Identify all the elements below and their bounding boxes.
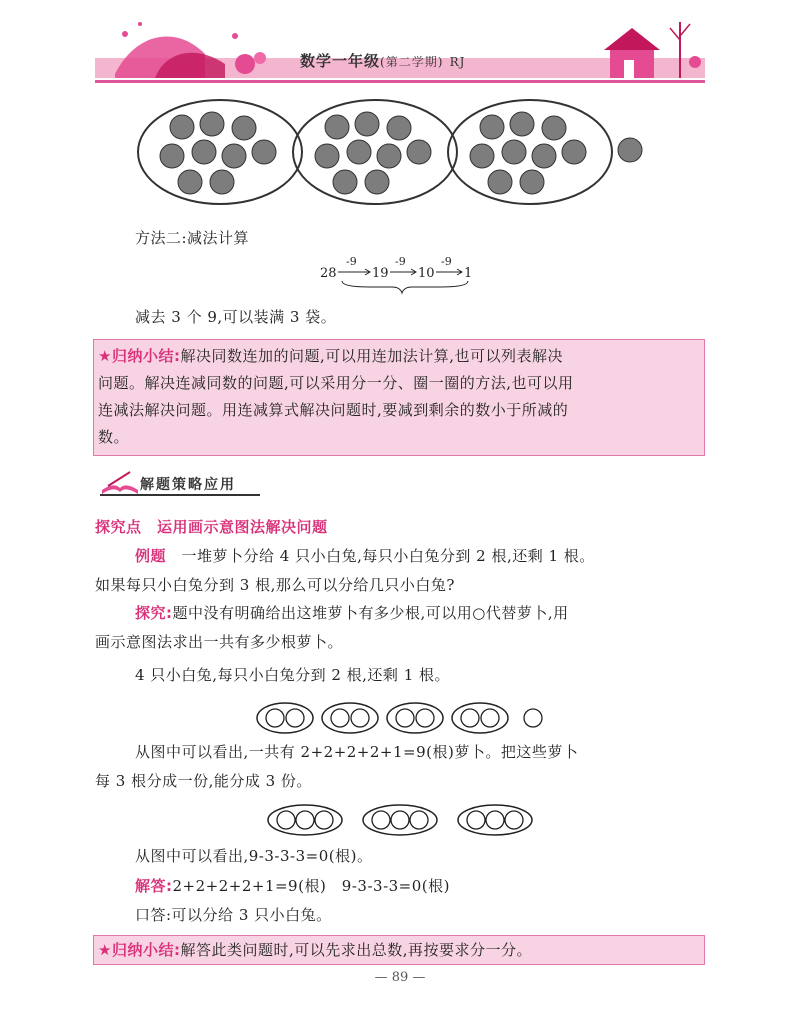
chain-operation: -9 — [346, 255, 357, 268]
fruit-icon — [510, 112, 534, 136]
summary-text: 解答此类问题时,可以先求出总数,再按要求分一分。 — [180, 941, 532, 959]
fruit-icon — [160, 144, 184, 168]
rabbit-description: 4 只小白兔,每只小白兔分到 2 根,还剩 1 根。 — [135, 666, 451, 684]
fruit-icon — [347, 140, 371, 164]
summary-label: ★归纳小结: — [98, 347, 181, 365]
fruit-icon — [562, 140, 586, 164]
leftover-fruit-icon — [618, 138, 642, 162]
fruit-icon — [377, 144, 401, 168]
fruit-icon — [470, 144, 494, 168]
explore-text: 题中没有明确给出这堆萝卜有多少根,可以用○代替萝卜,用 — [172, 604, 569, 622]
section-underline — [100, 494, 260, 496]
carrot-circle — [266, 709, 284, 727]
example-label: 例题 — [135, 547, 167, 565]
fruit-icon — [192, 140, 216, 164]
page-number: — 89 — — [374, 970, 426, 985]
fruit-icon — [252, 140, 276, 164]
regroup-figure — [265, 801, 545, 839]
carrot-circle — [416, 709, 434, 727]
carrot-circle — [410, 811, 428, 829]
fruit-icon — [178, 170, 202, 194]
carrot-circle — [391, 811, 409, 829]
observe-text-2: 从图中可以看出,9-3-3-3=0(根)。 — [135, 847, 373, 865]
example-text: 一堆萝卜分给 4 只小白兔,每只小白兔分到 2 根,还剩 1 根。 — [166, 547, 595, 565]
chain-operation: -9 — [441, 255, 452, 268]
observe-text: 每 3 根分成一份,能分成 3 份。 — [95, 772, 312, 790]
fruit-icon — [210, 170, 234, 194]
summary-label: ★归纳小结: — [98, 941, 181, 959]
fruit-icon — [532, 144, 556, 168]
carrot-circle — [486, 811, 504, 829]
summary-text: 连减法解决问题。用连减算式解决问题时,要减到剩余的数小于所减的 — [98, 401, 569, 419]
fruit-icon — [387, 116, 411, 140]
carrot-circle — [481, 709, 499, 727]
carrot-circle — [461, 709, 479, 727]
fruit-icon — [333, 170, 357, 194]
carrot-circle — [351, 709, 369, 727]
fruit-icon — [520, 170, 544, 194]
carrot-circle — [315, 811, 333, 829]
carrot-circle — [277, 811, 295, 829]
header-right-decoration-icon — [590, 12, 705, 84]
summary-box-2 — [93, 935, 705, 965]
method2-title: 方法二:减法计算 — [135, 229, 250, 247]
fruit-icon — [232, 116, 256, 140]
answer-label: 解答: — [135, 877, 173, 895]
leftover-carrot-circle — [524, 709, 542, 727]
subtraction-chain — [320, 255, 490, 295]
example-text: 如果每只小白兔分到 3 根,那么可以分给几只小白兔? — [95, 576, 455, 594]
fruit-icon — [315, 144, 339, 168]
subtract-result: 减去 3 个 9,可以装满 3 袋。 — [135, 308, 337, 326]
explore-point-title: 探究点 运用画示意图法解决问题 — [95, 518, 328, 536]
book-pencil-icon — [100, 470, 140, 496]
oral-answer: 口答:可以分给 3 只小白兔。 — [135, 906, 332, 924]
fruit-icon — [502, 140, 526, 164]
carrot-circle — [467, 811, 485, 829]
fruit-icon — [325, 115, 349, 139]
share-group — [268, 805, 342, 835]
carrot-circle — [372, 811, 390, 829]
summary-box-1 — [93, 339, 705, 456]
fruit-icon — [542, 116, 566, 140]
fruit-icon — [488, 170, 512, 194]
header-title: 数学一年级(第二学期) RJ — [300, 52, 466, 70]
carrot-circle — [331, 709, 349, 727]
carrot-circle — [396, 709, 414, 727]
chain-brace — [342, 281, 468, 293]
summary-text: 解决同数连加的问题,可以用连加法计算,也可以列表解决 — [180, 347, 563, 365]
fruit-icon — [407, 140, 431, 164]
share-group — [458, 805, 532, 835]
carrot-circle — [286, 709, 304, 727]
share-group — [363, 805, 437, 835]
chain-operation: -9 — [395, 255, 406, 268]
fruit-icon — [170, 115, 194, 139]
fruit-icon — [480, 115, 504, 139]
fruit-icon — [355, 112, 379, 136]
chain-number: 1 — [464, 266, 473, 281]
explore-label: 探究: — [135, 604, 173, 622]
section-title: 解题策略应用 — [140, 477, 236, 493]
fruit-icon — [365, 170, 389, 194]
fruit-bags-figure — [130, 92, 670, 222]
chain-number: 10 — [418, 266, 435, 281]
explore-text: 画示意图法求出一共有多少根萝卜。 — [95, 633, 344, 651]
observe-text: 从图中可以看出,一共有 2+2+2+2+1=9(根)萝卜。把这些萝卜 — [135, 743, 579, 761]
carrot-circle — [296, 811, 314, 829]
header-left-decoration-icon — [95, 14, 275, 84]
fruit-icon — [222, 144, 246, 168]
chain-number: 19 — [372, 266, 389, 281]
summary-text: 数。 — [98, 428, 130, 446]
chain-number: 28 — [320, 266, 337, 281]
summary-text: 问题。解决连减同数的问题,可以采用分一分、圈一圈的方法,也可以用 — [98, 374, 574, 392]
fruit-icon — [200, 112, 224, 136]
rabbit-share-figure — [255, 700, 555, 736]
carrot-circle — [505, 811, 523, 829]
answer-text: 2+2+2+2+1=9(根) 9-3-3-3=0(根) — [172, 877, 451, 895]
